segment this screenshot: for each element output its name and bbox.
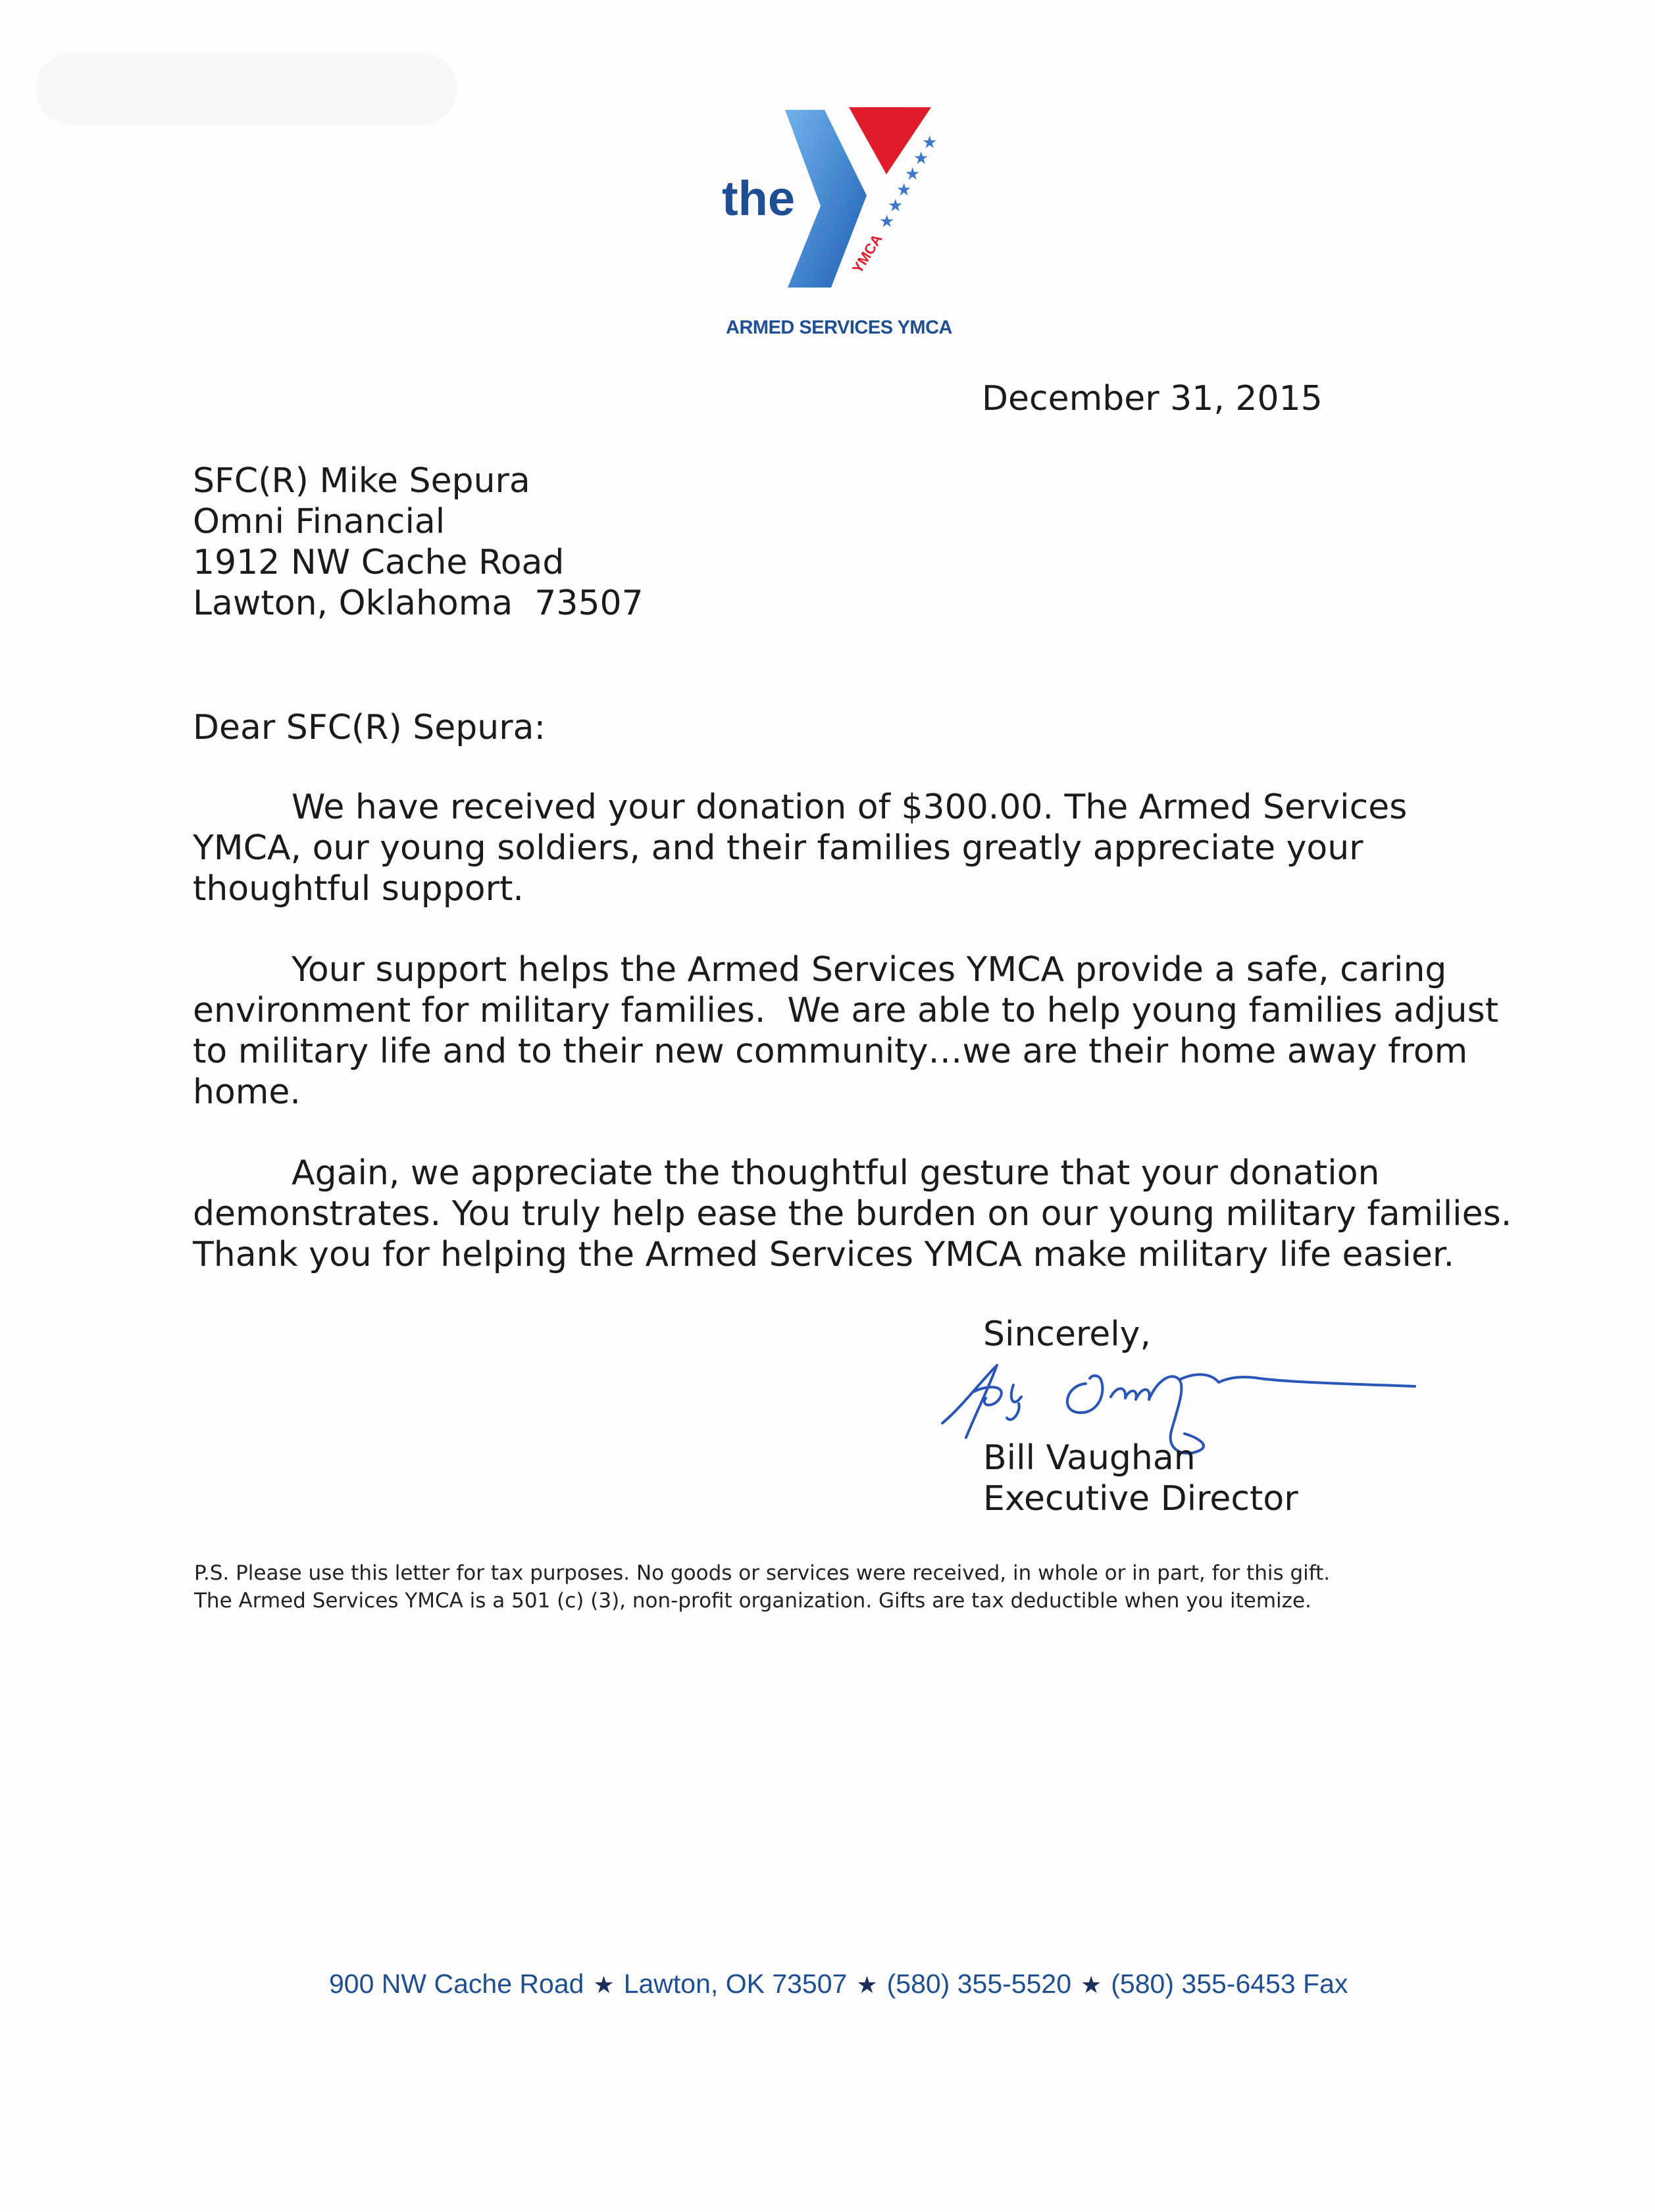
paragraph-3 bbox=[193, 1153, 1512, 1275]
footer-contact bbox=[329, 1969, 1382, 1999]
the-text: the bbox=[722, 171, 795, 226]
letter-date: December 31, 2015 bbox=[982, 379, 1323, 418]
postscript bbox=[194, 1559, 1330, 1615]
paragraph-line: demonstrates. You truly help ease the burden on our young military families. bbox=[193, 1194, 1512, 1234]
ymca-text: YMCA bbox=[849, 231, 886, 276]
paragraph-2 bbox=[193, 949, 1509, 1113]
scan-smudge bbox=[36, 53, 457, 125]
paragraph-line: YMCA, our young soldiers, and their families greatly appreciate your bbox=[193, 828, 1363, 868]
salutation: Dear SFC(R) Sepura: bbox=[193, 708, 546, 747]
recipient-line: SFC(R) Mike Sepura bbox=[193, 461, 530, 501]
recipient-line: Omni Financial bbox=[193, 502, 446, 541]
paragraph-1 bbox=[193, 787, 1509, 909]
footer-city: Lawton, OK 73507 bbox=[623, 1969, 848, 1999]
svg-text:★: ★ bbox=[888, 196, 904, 216]
star-icon: ★ bbox=[593, 1971, 615, 1998]
ps-line: P.S. Please use this letter for tax purposes. No goods or services were received, in whole or in part, for this gift. bbox=[194, 1561, 1331, 1585]
paragraph-line: to military life and to their new community…we are their home away from bbox=[193, 1032, 1468, 1071]
signer-title: Executive Director bbox=[983, 1479, 1298, 1519]
signer-name: Bill Vaughan bbox=[983, 1438, 1196, 1478]
footer-address: 900 NW Cache Road bbox=[329, 1969, 584, 1999]
svg-text:★: ★ bbox=[879, 212, 895, 232]
recipient-line: 1912 NW Cache Road bbox=[193, 543, 565, 582]
paragraph-line: Your support helps the Armed Services YMCA provide a safe, caring bbox=[292, 950, 1447, 990]
ps-line: The Armed Services YMCA is a 501 (c) (3), non-profit organization. Gifts are tax deductible when you itemize. bbox=[194, 1589, 1311, 1613]
svg-text:★: ★ bbox=[896, 180, 912, 200]
svg-text:®: ® bbox=[910, 107, 919, 118]
paragraph-line: thoughtful support. bbox=[193, 869, 524, 909]
paragraph-line: Again, we appreciate the thoughtful gesture that your donation bbox=[292, 1153, 1380, 1193]
svg-text:★: ★ bbox=[905, 164, 921, 184]
star-icon: ★ bbox=[1081, 1971, 1102, 1998]
footer-fax: (580) 355-6453 Fax bbox=[1111, 1969, 1348, 1999]
org-name: ARMED SERVICES YMCA bbox=[726, 317, 952, 338]
footer-phone: (580) 355-5520 bbox=[886, 1969, 1071, 1999]
ymca-logo bbox=[714, 95, 964, 359]
star-icon: ★ bbox=[856, 1971, 878, 1998]
paragraph-line: Thank you for helping the Armed Services YMCA make military life easier. bbox=[193, 1235, 1455, 1274]
paragraph-line: environment for military families. We are able to help young families adjust bbox=[193, 991, 1499, 1030]
y-logo-graphic bbox=[714, 95, 964, 293]
paragraph-line: home. bbox=[193, 1072, 301, 1112]
recipient-line: Lawton, Oklahoma 73507 bbox=[193, 584, 644, 623]
paragraph-line: We have received your donation of $300.00. The Armed Services bbox=[292, 788, 1408, 827]
svg-text:★: ★ bbox=[922, 133, 938, 153]
closing: Sincerely, bbox=[983, 1315, 1151, 1354]
svg-text:★: ★ bbox=[913, 149, 929, 168]
